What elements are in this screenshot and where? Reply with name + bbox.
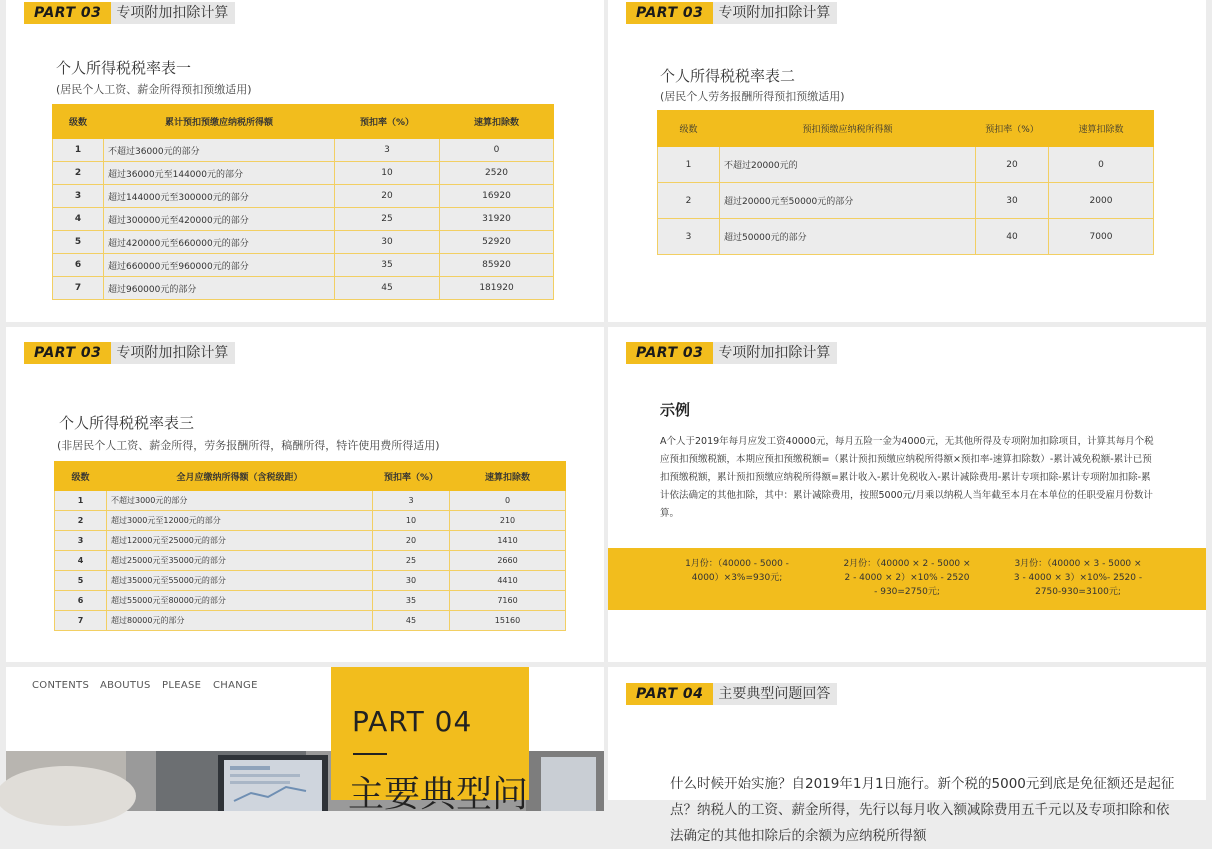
slide-example — [608, 327, 1206, 662]
cell-deduction: 181920 — [440, 277, 554, 300]
cell-income: 超过420000元至660000元的部分 — [104, 231, 335, 254]
cell-rate: 45 — [335, 277, 440, 300]
cell-level: 3 — [658, 219, 720, 255]
cell-income: 超过144000元至300000元的部分 — [104, 185, 335, 208]
section-title: 专项附加扣除计算 — [713, 2, 837, 24]
part-tag: PART 03 — [24, 2, 111, 24]
cell-income: 不超过36000元的部分 — [104, 139, 335, 162]
cell-income: 超过660000元至960000元的部分 — [104, 254, 335, 277]
cell-rate: 10 — [373, 511, 450, 531]
month-2-calc: 2月份：（40000 × 2 - 5000 × 2 - 4000 × 2）×10% - 2520 - 930=2750元; — [843, 559, 971, 597]
table-row — [658, 183, 1154, 219]
header-level: 级数 — [53, 105, 104, 139]
header-rate: 预扣率（%） — [335, 105, 440, 139]
cell-level: 4 — [55, 551, 107, 571]
part-badge — [626, 683, 837, 705]
table-row — [53, 208, 554, 231]
cell-level: 5 — [55, 571, 107, 591]
cell-rate: 30 — [976, 183, 1049, 219]
nav-aboutus[interactable]: ABOUTUS — [100, 680, 151, 691]
part-tag: PART 03 — [626, 342, 713, 364]
cell-deduction: 2660 — [450, 551, 566, 571]
cell-deduction: 1410 — [450, 531, 566, 551]
cell-level: 7 — [55, 611, 107, 631]
cell-rate: 30 — [373, 571, 450, 591]
example-body: A个人于2019年每月应发工资40000元，每月五险一金为4000元，无其他所得及专项附加扣除项目，计算其每月个税应预扣预缴税额，本期应预扣预缴税额=（累计预扣预缴应纳税所得额×预扣率-速算扣除数）-累计减免税额-累计已预扣预缴税额，累计预扣预缴应纳税所得额=累计收入-累计免税收入-累计减除费用-累计专项扣除-累计专项附加扣除-累计依法确定的其他扣除，其中：累计减除费用，按照5000元/月乘以纳税人当年截至本月在本单位的任职受雇月份数计算。 — [660, 436, 1154, 519]
cell-rate: 3 — [373, 491, 450, 511]
section-title: 专项附加扣除计算 — [111, 342, 235, 364]
cell-level: 5 — [53, 231, 104, 254]
nav-change[interactable]: CHANGE — [213, 680, 258, 691]
cell-rate: 35 — [373, 591, 450, 611]
slide-tax-table-3 — [6, 327, 604, 662]
cell-rate: 25 — [335, 208, 440, 231]
table-row — [658, 147, 1154, 183]
cell-rate: 20 — [976, 147, 1049, 183]
nav-contents[interactable]: CONTENTS — [32, 680, 90, 691]
table-row — [55, 511, 566, 531]
cell-income: 超过25000元至35000元的部分 — [107, 551, 373, 571]
part-badge — [24, 342, 235, 364]
part-04-block — [331, 667, 529, 815]
cell-rate: 3 — [335, 139, 440, 162]
section-title: 主要典型问题回答 — [713, 683, 837, 705]
month-1-calc: 1月份：（40000 - 5000 - 4000）×3%=930元; — [685, 559, 789, 583]
nav-please[interactable]: PLEASE — [162, 680, 202, 691]
cell-income: 超过55000元至80000元的部分 — [107, 591, 373, 611]
cell-deduction: 0 — [450, 491, 566, 511]
cell-income: 超过80000元的部分 — [107, 611, 373, 631]
cell-deduction: 7160 — [450, 591, 566, 611]
cell-level: 6 — [55, 591, 107, 611]
section-title: 专项附加扣除计算 — [713, 342, 837, 364]
cell-level: 3 — [55, 531, 107, 551]
faq-body: 什么时候开始实施？自2019年1月1日施行。新个税的5000元到底是免征额还是起征点？纳税人的工资、薪金所得，先行以每月收入额减除费用五千元以及专项扣除和依法确定的其他扣除后的余额为应纳税所得额 — [670, 776, 1175, 844]
part-04-title: 主要典型问 — [348, 774, 529, 815]
cell-rate: 45 — [373, 611, 450, 631]
table-row — [53, 185, 554, 208]
cell-level: 2 — [53, 162, 104, 185]
cell-level: 7 — [53, 277, 104, 300]
table-row — [55, 491, 566, 511]
cell-income: 超过35000元至55000元的部分 — [107, 571, 373, 591]
table-subtitle: (非居民个人工资、薪金所得，劳务报酬所得，稿酬所得，特许使用费所得适用) — [57, 439, 440, 452]
slide-tax-table-1 — [6, 0, 604, 322]
cell-deduction: 7000 — [1049, 219, 1154, 255]
slide-tax-table-2 — [608, 0, 1206, 322]
header-deduction: 速算扣除数 — [450, 462, 566, 491]
section-title: 专项附加扣除计算 — [111, 2, 235, 24]
slide-faq — [608, 667, 1206, 844]
table-row — [53, 277, 554, 300]
table-row — [53, 231, 554, 254]
cell-deduction: 0 — [440, 139, 554, 162]
cell-deduction: 15160 — [450, 611, 566, 631]
cell-level: 1 — [55, 491, 107, 511]
table-subtitle: (居民个人工资、薪金所得预扣预缴适用) — [56, 83, 252, 96]
cell-deduction: 210 — [450, 511, 566, 531]
cell-deduction: 0 — [1049, 147, 1154, 183]
part-04-label: PART 04 — [352, 705, 473, 738]
part-badge — [626, 342, 837, 364]
table-title: 个人所得税税率表一 — [56, 59, 192, 77]
cell-rate: 30 — [335, 231, 440, 254]
slide-part-04-cover — [6, 667, 604, 815]
table-row — [658, 219, 1154, 255]
header-rate: 预扣率（%） — [976, 111, 1049, 147]
part-tag: PART 04 — [626, 683, 713, 705]
header-income: 累计预扣预缴应纳税所得额 — [104, 105, 335, 139]
cell-income: 超过36000元至144000元的部分 — [104, 162, 335, 185]
table-title: 个人所得税税率表三 — [59, 414, 195, 432]
tax-table-3 — [54, 461, 566, 631]
header-income: 预扣预缴应纳税所得额 — [720, 111, 976, 147]
cell-rate: 25 — [373, 551, 450, 571]
cell-income: 超过20000元至50000元的部分 — [720, 183, 976, 219]
cell-deduction: 85920 — [440, 254, 554, 277]
table-title: 个人所得税税率表二 — [660, 67, 796, 85]
example-heading: 示例 — [660, 401, 691, 419]
cell-income: 超过3000元至12000元的部分 — [107, 511, 373, 531]
part-tag: PART 03 — [626, 2, 713, 24]
header-level: 级数 — [55, 462, 107, 491]
cell-deduction: 31920 — [440, 208, 554, 231]
cell-rate: 40 — [976, 219, 1049, 255]
part-badge — [24, 2, 235, 24]
part-badge — [626, 2, 837, 24]
cell-level: 1 — [53, 139, 104, 162]
tax-table-2 — [657, 110, 1154, 255]
month-3-calc: 3月份：（40000 × 3 - 5000 × 3 - 4000 × 3）×10%- 2520 - 2750-930=3100元; — [1013, 559, 1143, 597]
table-row — [55, 571, 566, 591]
cell-level: 1 — [658, 147, 720, 183]
cell-level: 2 — [658, 183, 720, 219]
cell-level: 6 — [53, 254, 104, 277]
cell-deduction: 4410 — [450, 571, 566, 591]
title-dash — [353, 753, 387, 755]
cell-rate: 20 — [373, 531, 450, 551]
cell-income: 超过960000元的部分 — [104, 277, 335, 300]
calculation-band — [608, 548, 1206, 610]
cell-income: 不超过20000元的 — [720, 147, 976, 183]
cell-deduction: 16920 — [440, 185, 554, 208]
table-row — [53, 162, 554, 185]
cell-income: 超过12000元至25000元的部分 — [107, 531, 373, 551]
cell-level: 4 — [53, 208, 104, 231]
cell-deduction: 2000 — [1049, 183, 1154, 219]
table-row — [55, 551, 566, 571]
part-tag: PART 03 — [24, 342, 111, 364]
cell-income: 不超过3000元的部分 — [107, 491, 373, 511]
cell-deduction: 52920 — [440, 231, 554, 254]
table-subtitle: (居民个人劳务报酬所得预扣预缴适用) — [660, 90, 845, 103]
cell-rate: 35 — [335, 254, 440, 277]
header-income: 全月应缴纳所得额（含税级距） — [107, 462, 373, 491]
cell-income: 超过300000元至420000元的部分 — [104, 208, 335, 231]
header-rate: 预扣率（%） — [373, 462, 450, 491]
table-row — [53, 139, 554, 162]
tax-table-1 — [52, 104, 554, 300]
table-row — [55, 531, 566, 551]
cell-income: 超过50000元的部分 — [720, 219, 976, 255]
cell-deduction: 2520 — [440, 162, 554, 185]
header-deduction: 速算扣除数 — [440, 105, 554, 139]
cell-rate: 20 — [335, 185, 440, 208]
cell-rate: 10 — [335, 162, 440, 185]
cell-level: 3 — [53, 185, 104, 208]
table-row — [53, 254, 554, 277]
header-level: 级数 — [658, 111, 720, 147]
table-row — [55, 591, 566, 611]
header-deduction: 速算扣除数 — [1049, 111, 1154, 147]
cell-level: 2 — [55, 511, 107, 531]
table-row — [55, 611, 566, 631]
